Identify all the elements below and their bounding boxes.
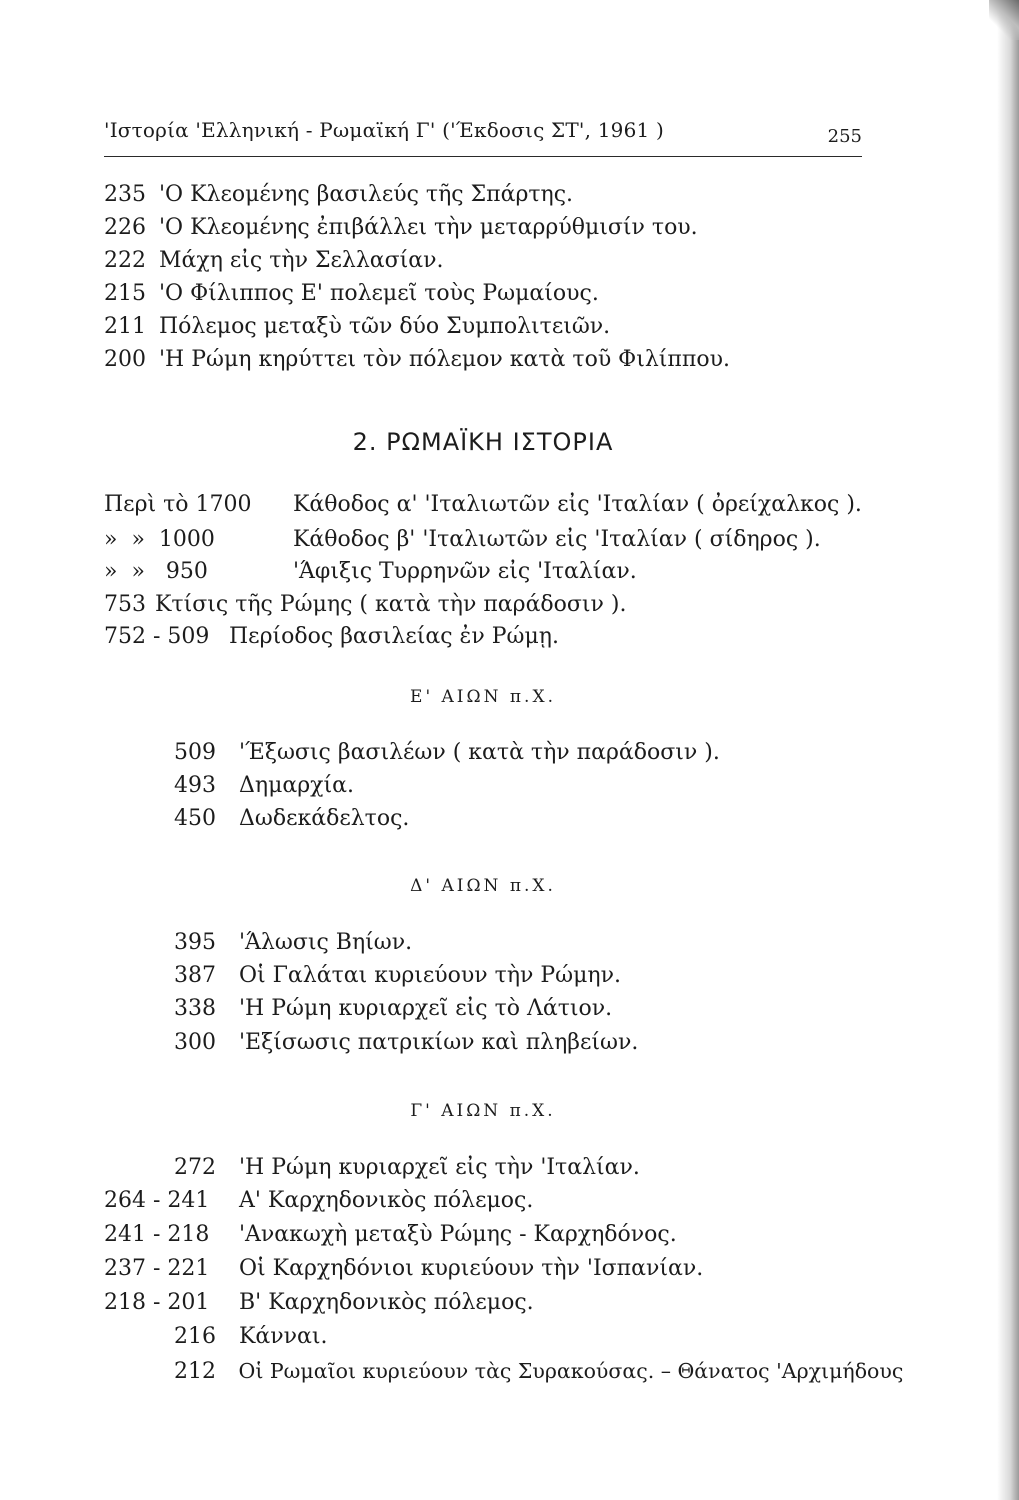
timeline-entry [104,490,862,520]
entry-text: 'Η Ρώμη κυριαρχεῖ εἰς τὸ Λάτιον. [239,996,613,1021]
timeline-entry [104,1254,703,1284]
timeline-entry [104,525,821,555]
entry-year: 752 - 509 [104,624,210,649]
entry-text: 'Εξίσωσις πατρικίων καὶ πληβείων. [239,1030,639,1055]
century-heading: Γ' ΑΙΩΝ π.Χ. [410,1101,556,1121]
entry-text: Οἱ Ρωμαῖοι κυριεύουν τὰς Συρακούσας. – Θάνατος 'Αρχιμήδους [238,1359,904,1383]
entry-year: 216 [174,1324,216,1349]
entry-year: 200 [104,347,146,372]
entry-text: Οἱ Καρχηδόνιοι κυριεύουν τὴν 'Ισπανίαν. [239,1256,704,1281]
entry-year: 264 - 241 [104,1188,210,1213]
entry-text: Κάνναι. [239,1324,328,1349]
entry-year: Περὶ τὸ 1700 [104,492,252,517]
page-edge-shadow [997,0,1019,1500]
entry-text: Α' Καρχηδονικὸς πόλεμος. [239,1188,534,1213]
entry-text: 'Ο Φίλιππος Ε' πολεμεῖ τοὺς Ρωμαίους. [159,281,599,306]
entry-year: 215 [104,281,146,306]
century-heading: Δ' ΑΙΩΝ π.Χ. [410,876,556,896]
entry-text: Δωδεκάδελτος. [239,806,410,831]
timeline-entry [174,928,412,958]
entry-text: Περίοδος βασιλείας ἐν Ρώμῃ. [229,624,559,649]
entry-year: 222 [104,248,146,273]
timeline-entry [174,738,720,768]
entry-year: 212 [174,1359,216,1384]
timeline-entry [174,961,621,991]
entry-year: » » 1000 [104,527,215,552]
timeline-entry [104,246,444,276]
entry-text: Μάχη εἰς τὴν Σελλασίαν. [159,248,444,273]
century-heading: Ε' ΑΙΩΝ π.Χ. [410,687,556,707]
entry-text: 'Ο Κλεομένης ἐπιβάλλει τὴν μεταρρύθμισίν του. [159,215,698,240]
entry-year: 300 [174,1030,216,1055]
entry-year: 509 [174,740,216,765]
timeline-entry [104,312,610,342]
entry-year: 241 - 218 [104,1222,210,1247]
timeline-entry [104,279,599,309]
timeline-entry [104,1288,534,1318]
entry-year: 338 [174,996,216,1021]
timeline-entry [104,557,637,587]
entry-text: Κάθοδος α' 'Ιταλιωτῶν εἰς 'Ιταλίαν ( ὀρείχαλκος ). [293,492,862,517]
page-number: 255 [827,126,862,147]
entry-year: 387 [174,963,216,988]
entry-year: 272 [174,1155,216,1180]
entry-year: 235 [104,182,146,207]
timeline-entry [174,1322,328,1352]
entry-text: Πόλεμος μεταξὺ τῶν δύο Συμπολιτειῶν. [159,314,611,339]
section-title: 2. ΡΩΜΑΪΚΗ ΙΣΤΟΡΙΑ [352,428,614,456]
timeline-entry [104,345,730,375]
entry-text: Κάθοδος β' 'Ιταλιωτῶν εἰς 'Ιταλίαν ( σίδηρος ). [293,527,821,552]
entry-text: Δημαρχία. [239,773,354,798]
entry-text: 'Έξωσις βασιλέων ( κατὰ τὴν παράδοσιν ). [239,740,720,765]
entry-year: 493 [174,773,216,798]
entry-text: 'Ο Κλεομένης βασιλεύς τῆς Σπάρτης. [159,182,574,207]
timeline-entry [104,180,573,210]
entry-year: » » 950 [104,559,208,584]
timeline-entry [174,771,354,801]
timeline-entry [104,622,559,652]
timeline-entry [104,1220,677,1250]
entry-text: 'Άλωσις Βηίων. [239,930,413,955]
timeline-entry [104,213,698,243]
running-header [104,116,862,157]
entry-year: 753 [104,592,146,617]
entry-year: 218 - 201 [104,1290,210,1315]
timeline-entry [174,1356,903,1387]
entry-text: 'Ανακωχὴ μεταξὺ Ρώμης - Καρχηδόνος. [239,1222,677,1247]
timeline-entry [174,1028,638,1058]
entry-text: Β' Καρχηδονικὸς πόλεμος. [239,1290,534,1315]
entry-year: 211 [104,314,146,339]
timeline-entry [174,994,612,1024]
entry-year: 450 [174,806,216,831]
timeline-entry [104,590,627,620]
timeline-entry [174,1153,640,1183]
entry-text: 'Άφιξις Τυρρηνῶν εἰς 'Ιταλίαν. [293,559,637,584]
entry-text: 'Η Ρώμη κυριαρχεῖ εἰς τὴν 'Ιταλίαν. [239,1155,640,1180]
timeline-entry [104,1186,533,1216]
entry-text: Οἱ Γαλάται κυριεύουν τὴν Ρώμην. [239,963,621,988]
entry-year: 226 [104,215,146,240]
header-title: 'Ιστορία 'Ελληνική - Ρωμαϊκή Γ' ('Έκδοσις ΣΤ', 1961 ) [104,118,664,142]
entry-text: 'Η Ρώμη κηρύττει τὸν πόλεμον κατὰ τοῦ Φιλίππου. [159,347,730,372]
timeline-entry [174,804,409,834]
entry-year: 395 [174,930,216,955]
page-corner-shadow [989,0,1019,40]
entry-year: 237 - 221 [104,1256,210,1281]
entry-text: Κτίσις τῆς Ρώμης ( κατὰ τὴν παράδοσιν ). [155,592,627,617]
